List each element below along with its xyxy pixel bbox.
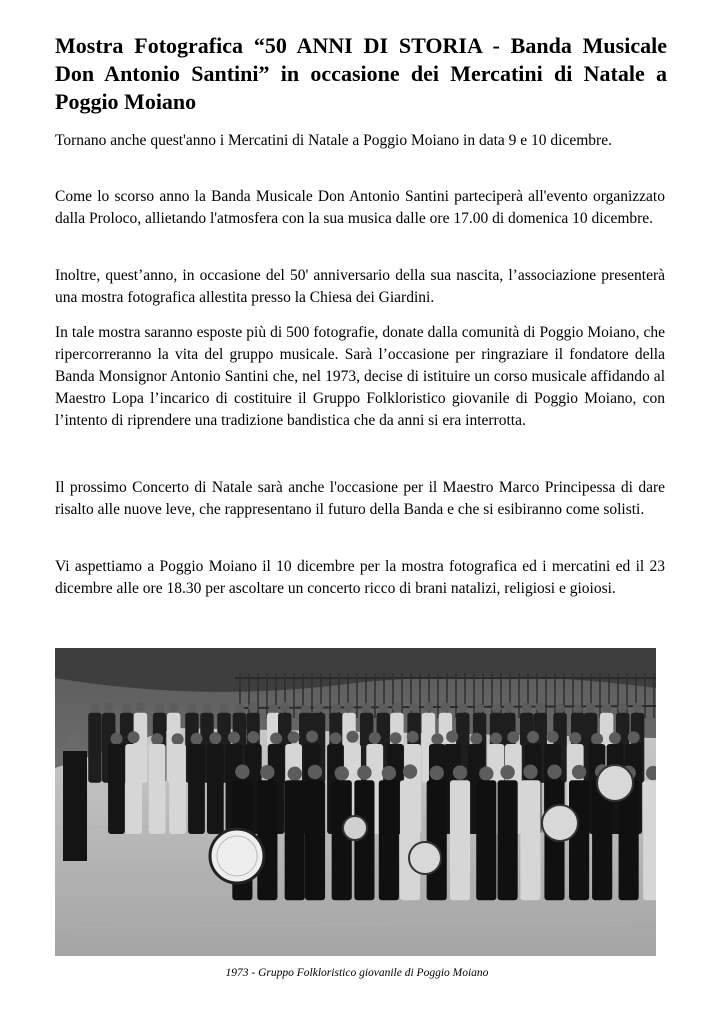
band-photo — [55, 648, 656, 956]
article-title: Mostra Fotografica “50 ANNI DI STORIA - Banda Musicale Don Antonio Santini” in occasione dei Mercatini di Natale a Poggio Moiano — [55, 33, 667, 114]
paragraph-4: In tale mostra saranno esposte più di 500 fotografie, donate dalla comunità di Poggio Moiano, che ripercorreranno la vita del gruppo musicale. Sarà l’occasione per ringraziare il fondatore della Banda Monsignor Antonio Santini che, nel 1973, decise di istituire un corso musicale affidando al Maestro Lopa l’incarico di costituire il Gruppo Folkloristico giovanile di Poggio Moiano, con l’intento di riprendere una tradizione bandistica che da anni si era interrotta. — [55, 324, 665, 429]
paragraph-1: Tornano anche quest'anno i Mercatini di Natale a Poggio Moiano in data 9 e 10 dicembre. — [55, 132, 612, 149]
paragraph-2: Come lo scorso anno la Banda Musicale Don Antonio Santini parteciperà all'evento organizzato dalla Proloco, allietando l'atmosfera con la sua musica dalle ore 17.00 di domenica 10 dicembre. — [55, 188, 665, 227]
photo-caption: 1973 - Gruppo Folkloristico giovanile di Poggio Moiano — [225, 967, 489, 979]
paragraph-5: Il prossimo Concerto di Natale sarà anche l'occasione per il Maestro Marco Principessa di dare risalto alle nuove leve, che rappresentano il futuro della Banda e che si esibiranno come solisti. — [55, 479, 665, 518]
paragraph-6: Vi aspettiamo a Poggio Moiano il 10 dicembre per la mostra fotografica ed i mercatini ed il 23 dicembre alle ore 18.30 per ascoltare un concerto ricco di brani natalizi, religiosi e gioiosi. — [55, 558, 665, 597]
paragraph-3: Inoltre, quest’anno, in occasione del 50' anniversario della sua nascita, l’associazione presenterà una mostra fotografica allestita presso la Chiesa dei Giardini. — [55, 267, 665, 306]
band-photo-illustration — [55, 648, 656, 956]
